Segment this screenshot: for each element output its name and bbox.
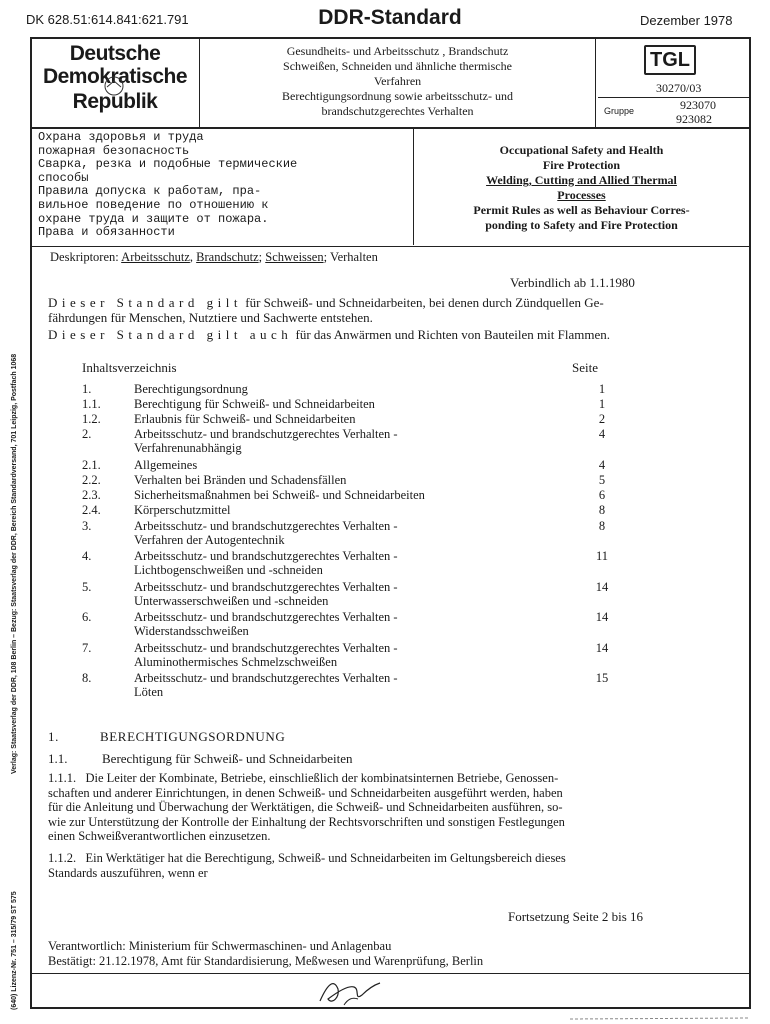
toc-text (134, 611, 504, 639)
descriptor-keyword: Verhalten (329, 250, 378, 264)
subsection-heading (48, 751, 353, 767)
toc-page: 4 (598, 427, 606, 441)
toc-page: 4 (598, 458, 606, 472)
toc-text-line: Arbeitsschutz- und brandschutzgerechtes Verhalten - (134, 519, 398, 533)
section-heading (48, 729, 285, 745)
title-de-line: Berechtigungsordnung sowie arbeitsschutz- und (282, 89, 513, 103)
toc-text: Berechtigung für Schweiß- und Schneidarbeiten (134, 397, 375, 411)
descriptors-label: Deskriptoren: (50, 250, 119, 264)
publisher-margin-note (11, 234, 21, 774)
toc-number: 1.2. (82, 412, 101, 426)
toc-text-line: Verfahrenunabhängig (134, 440, 242, 455)
paragraph-line: Standards auszuführen, wenn er (48, 865, 208, 880)
title-de-line: Verfahren (373, 74, 422, 88)
responsible-ministry: Verantwortlich: Ministerium für Schwermaschinen- und Anlagenbau (48, 939, 392, 953)
toc-number: 1. (82, 382, 92, 396)
title-ru-line: пожарная безопасность (38, 143, 190, 158)
toc-number: 2.1. (82, 458, 101, 472)
title-de-line: Gesundheits- und Arbeitsschutz , Brandschutz (286, 44, 509, 58)
toc-page: 14 (595, 610, 609, 624)
group-number-2: 923082 (676, 112, 712, 126)
toc-text-line: Arbeitsschutz- und brandschutzgerechtes Verhalten - (134, 610, 398, 624)
scope-text: für das Anwärmen und Richten von Bauteilen mit Flammen. (295, 327, 610, 342)
toc-page: 14 (595, 641, 609, 655)
toc-text (134, 520, 504, 548)
scope-emphasis: Dieser Standard gilt (48, 295, 242, 310)
paragraph-1-1-1 (48, 771, 738, 844)
toc-number: 2.3. (82, 488, 101, 502)
toc-text-line: Verfahren der Autogentechnik (134, 532, 285, 547)
title-en-line: Occupational Safety and Health (499, 143, 664, 157)
toc-heading: Inhaltsverzeichnis (82, 360, 177, 375)
logo-line-3: Republik (72, 90, 158, 113)
title-ru-line: Правила допуска к работам, пра- (38, 184, 262, 199)
scope-paragraph-2 (48, 327, 738, 342)
subsection-title: Berechtigung für Schweiß- und Schneidarbeiten (102, 751, 353, 766)
title-ru-line: Сварка, резка и подобные термические (38, 157, 298, 172)
toc-number: 7. (82, 641, 92, 655)
toc-page: 1 (598, 382, 606, 396)
toc-text-line: Arbeitsschutz- und brandschutzgerechtes Verhalten - (134, 641, 398, 655)
toc-text: Allgemeines (134, 458, 198, 472)
toc-text: Körperschutzmittel (134, 503, 231, 517)
toc-number: 5. (82, 580, 92, 594)
descriptor-keyword: Arbeitsschutz (121, 250, 190, 264)
scan-artifact-icon (560, 1014, 760, 1022)
toc-page: 6 (598, 488, 606, 502)
title-row-translations (32, 129, 749, 247)
toc-text-line: Löten (134, 684, 164, 699)
tgl-logo: TGL (644, 45, 696, 75)
gdr-emblem-icon (92, 75, 136, 97)
toc-page: 1 (598, 397, 606, 411)
toc-text: Sicherheitsmaßnahmen bei Schweiß- und Schneidarbeiten (134, 488, 425, 502)
signature-icon (314, 975, 384, 1009)
section-title: BERECHTIGUNGSORDNUNG (100, 729, 286, 744)
license-text: (640) Lizenz-Nr. 751 – 315/79 ST 575 (11, 891, 18, 1010)
title-de-line: Schweißen, Schneiden und ähnliche thermische (283, 59, 512, 73)
title-ru-line: вильное поведение по отношению к (38, 197, 269, 212)
header-row (32, 39, 749, 129)
title-de-line: brandschutzgerechtes Verhalten (321, 104, 474, 118)
paragraph-line: Die Leiter der Kombinate, Betriebe, einschließlich der kombinatsinternen Betriebe, Genossen- (85, 771, 559, 785)
issue-date: Dezember 1978 (640, 13, 733, 28)
standard-title: DDR-Standard (318, 6, 462, 29)
toc-text (134, 672, 504, 700)
title-russian (32, 129, 414, 245)
toc-number: 6. (82, 610, 92, 624)
toc-text: Erlaubnis für Schweiß- und Schneidarbeiten (134, 412, 356, 426)
title-en-line: Welding, Cutting and Allied Thermal (486, 173, 677, 187)
title-ru-line: Охрана здоровья и труда (38, 130, 204, 144)
gdr-logo (32, 39, 200, 127)
toc-page: 5 (598, 473, 606, 487)
toc-text: Verhalten bei Bränden und Schadensfällen (134, 473, 347, 487)
descriptors: Deskriptoren: Arbeitsschutz, Brandschutz; Schweissen; Verhalten (50, 250, 378, 264)
toc-text (134, 642, 504, 670)
title-german (200, 39, 596, 127)
toc-number: 2. (82, 427, 92, 441)
subsection-number: 1.1. (48, 751, 68, 766)
toc-number: 8. (82, 671, 92, 685)
title-en-line: ponding to Safety and Fire Protection (485, 218, 678, 232)
title-ru-line: охране труда и защите от пожара. (38, 211, 269, 226)
dk-classification: DK 628.51:614.841:621.791 (26, 12, 189, 27)
responsibility-block (48, 939, 483, 968)
toc-text-line: Arbeitsschutz- und brandschutzgerechtes Verhalten - (134, 580, 398, 594)
scope-text: für Schweiß- und Schneidarbeiten, bei denen durch Zündquellen Ge- (245, 295, 604, 310)
toc-page: 14 (595, 580, 609, 594)
toc-text-line: Aluminothermisches Schmelzschweißen (134, 654, 338, 669)
confirmation: Bestätigt: 21.12.1978, Amt für Standardisierung, Meßwesen und Warenprüfung, Berlin (48, 953, 484, 968)
paragraph-line: Ein Werktätiger hat die Berechtigung, Schweiß- und Schneidarbeiten im Geltungsbereich dieses (85, 851, 566, 865)
scope-emphasis: Dieser Standard gilt auch (48, 327, 293, 342)
section-number: 1. (48, 729, 59, 744)
toc-number: 3. (82, 519, 92, 533)
toc-text (134, 550, 504, 578)
logo-line-2: Demokratische (42, 65, 188, 88)
tgl-number: 30270/03 (656, 81, 702, 95)
toc-number: 4. (82, 549, 92, 563)
tgl-group (598, 97, 749, 127)
footer-divider (32, 973, 749, 974)
logo-line-1: Deutsche (69, 42, 161, 65)
tgl-box (598, 39, 749, 127)
toc-text-line: Arbeitsschutz- und brandschutzgerechtes Verhalten - (134, 671, 398, 685)
title-ru-line: Права и обязанности (38, 225, 175, 240)
toc-page: 8 (598, 519, 606, 533)
continuation-note: Fortsetzung Seite 2 bis 16 (508, 909, 644, 924)
toc-text (134, 428, 504, 456)
title-en-line: Permit Rules as well as Behaviour Corres- (473, 203, 690, 217)
toc-number: 2.2. (82, 473, 101, 487)
paragraph-number: 1.1.1. (48, 771, 77, 785)
scope-text: fährdungen für Menschen, Nutztiere und Sachwerte entstehen. (48, 310, 373, 325)
toc-text-line: Arbeitsschutz- und brandschutzgerechtes Verhalten - (134, 427, 398, 441)
title-ru-line: способы (38, 170, 89, 185)
toc-page: 11 (595, 549, 609, 563)
toc-page: 2 (598, 412, 606, 426)
toc-text-line: Arbeitsschutz- und brandschutzgerechtes Verhalten - (134, 549, 398, 563)
toc-text: Berechtigungsordnung (134, 382, 248, 396)
paragraph-line: für die Anleitung und Überwachung der Werktätigen, die Schweiß- und Schneidarbeiten ausführen, so- (48, 800, 563, 814)
toc-page-heading: Seite (572, 360, 598, 375)
binding-date: Verbindlich ab 1.1.1980 (510, 275, 635, 290)
toc-text (134, 581, 504, 609)
toc-text-line: Lichtbogenschweißen und -schneiden (134, 562, 323, 577)
toc-page: 15 (595, 671, 609, 685)
paragraph-1-1-2 (48, 851, 738, 880)
descriptor-keyword: Schweissen (265, 250, 324, 264)
title-en-line: Processes (557, 188, 606, 202)
paragraph-line: schaften und anderer Einrichtungen, in denen Schweiß- und Schneidarbeiten ausgeführt werden, haben (48, 785, 563, 800)
publisher-text: Verlag: Staatsverlag der DDR, 108 Berlin – Bezug: Staatsverlag der DDR, Bereich Standardversand, 701 Leipzig, Postfach 1068 (11, 353, 18, 774)
paragraph-number: 1.1.2. (48, 851, 77, 865)
group-number-1: 923070 (680, 98, 716, 112)
document-frame (30, 37, 751, 1009)
title-english (414, 129, 749, 245)
scope-paragraph (48, 295, 738, 325)
license-margin-note (11, 860, 21, 1010)
toc-text-line: Widerstandsschweißen (134, 623, 249, 638)
title-en-line: Fire Protection (542, 158, 621, 172)
group-label: Gruppe (604, 106, 635, 116)
toc-number: 2.4. (82, 503, 101, 517)
toc-page: 8 (598, 503, 606, 517)
descriptor-keyword: Brandschutz (196, 250, 259, 264)
paragraph-line: wie zur Unterstützung der Kontrolle der Einhaltung der Rechtsvorschriften und sonstigen Festlegungen (48, 814, 565, 829)
toc-text-line: Unterwasserschweißen und -schneiden (134, 593, 329, 608)
paragraph-line: einen Schweißverantwortlichen einzusetzen. (48, 829, 271, 843)
toc-number: 1.1. (82, 397, 101, 411)
